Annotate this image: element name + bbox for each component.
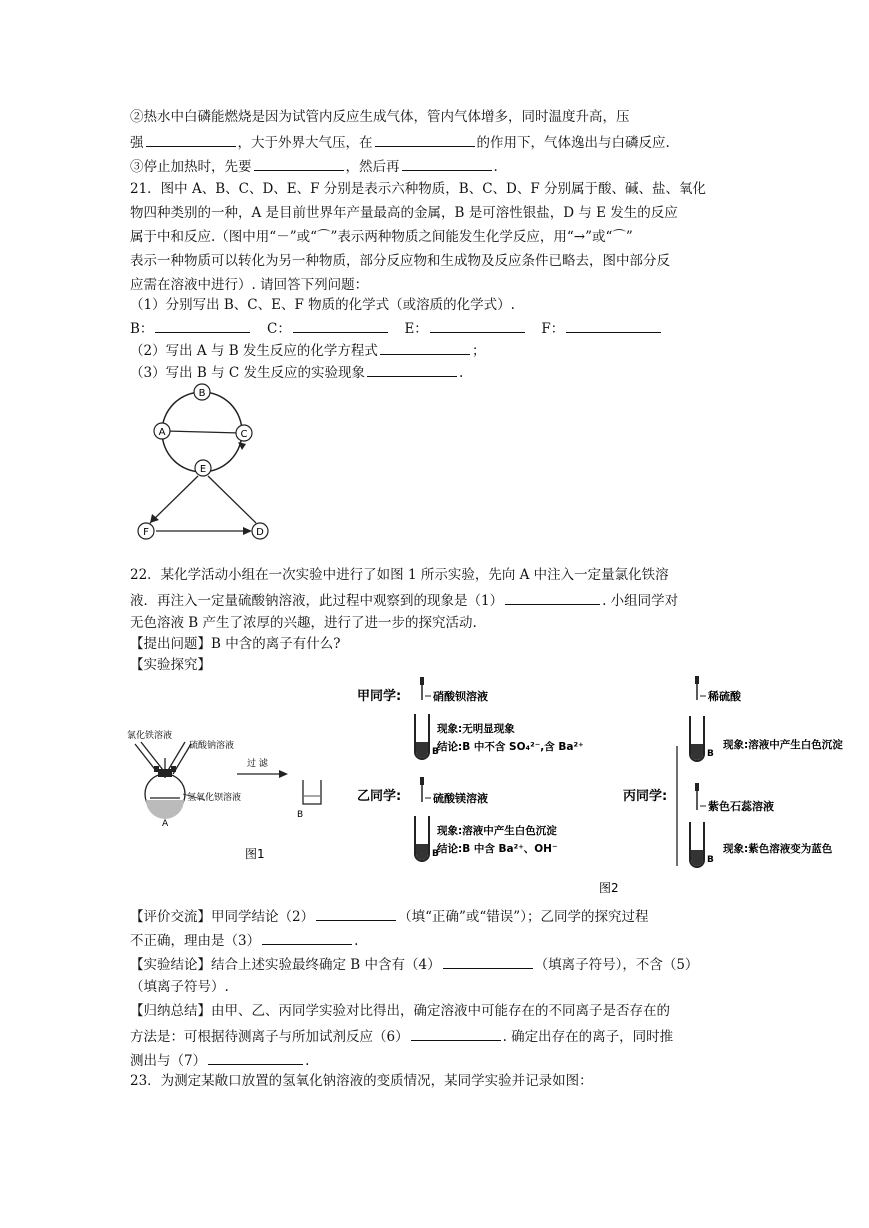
text: 【实验结论】结合上述实验最终确定 B 中含有（4）	[130, 957, 441, 973]
q20-line3	[130, 156, 498, 176]
text: （填离子符号），不含（5）	[534, 957, 699, 973]
e-f-arrow	[150, 476, 198, 523]
answer-blank[interactable]	[411, 1026, 501, 1041]
q22-question: 【提出问题】B 中含的离子有什么?	[130, 636, 341, 652]
node-c	[236, 425, 252, 441]
text: ；	[471, 343, 486, 359]
figure-2-caption: 图2	[599, 881, 619, 895]
text: 不正确，理由是（3）	[130, 933, 261, 949]
node-a	[154, 423, 170, 439]
flask-letter: A	[162, 819, 169, 829]
figure-2-bing	[623, 676, 843, 867]
beaker-letter: B	[297, 810, 304, 820]
q22-line3: 无色溶液 B 产生了浓厚的兴趣，进行了进一步的探究活动.	[130, 615, 477, 631]
q22-eval	[130, 906, 648, 926]
answer-blank[interactable]	[316, 906, 396, 921]
reagent-label: 硝酸钡溶液	[433, 690, 488, 703]
answer-blank[interactable]	[566, 318, 661, 333]
q21-formula-row	[130, 318, 663, 338]
svg-text:B: B	[198, 388, 206, 399]
q20-line2	[130, 132, 670, 152]
text: . 小组同学对	[602, 593, 679, 609]
q22-conclusion	[130, 954, 698, 974]
text: 方法是：可根据待测离子与所加试剂反应（6）	[130, 1029, 409, 1045]
q21-sub1: （1）分别写出 B、C、E、F 物质的化学式（或溶质的化学式）.	[130, 297, 515, 313]
q21-line4: 表示一种物质可以转化为另一种物质，部分反应物和生成物及反应条件已略去，图中部分反	[130, 253, 670, 269]
answer-blank[interactable]	[443, 954, 533, 969]
q22-summary-3	[130, 1050, 309, 1070]
label-c: C：	[267, 321, 291, 337]
flask-label: 氢氧化钡溶液	[187, 793, 242, 803]
label-f: F：	[541, 321, 565, 337]
node-f	[138, 523, 154, 539]
text: 的作用下，气体逸出与白磷反应.	[476, 135, 670, 151]
q21-line5: 应需在溶液中进行）. 请回答下列问题：	[130, 277, 369, 293]
text: .	[354, 933, 359, 949]
observation: 现象:紫色溶液变为蓝色	[723, 843, 833, 855]
student-bing: 丙同学:	[623, 789, 668, 804]
answer-blank[interactable]	[375, 132, 475, 147]
text: 强	[130, 135, 144, 151]
q21-relation-diagram	[128, 378, 288, 548]
answer-blank[interactable]	[146, 132, 236, 147]
node-d	[252, 523, 268, 539]
answer-blank[interactable]	[430, 318, 525, 333]
q22-line1: 22．某化学活动小组在一次实验中进行了如图 1 所示实验，先向 A 中注入一定量氯化铁溶	[130, 567, 669, 583]
figure-1-caption: 图1	[245, 847, 265, 861]
text: 测出与（7）	[130, 1053, 207, 1069]
svg-text:A: A	[158, 427, 166, 438]
e-d-line	[208, 476, 256, 523]
label-e: E：	[404, 321, 428, 337]
node-b	[194, 384, 210, 400]
text: ，然后再	[345, 159, 400, 175]
conclusion: 结论:B 中含 Ba²⁺、OH⁻	[437, 843, 558, 855]
text: ，大于外界大气压，在	[237, 135, 373, 151]
reagent-label: 硫酸镁溶液	[433, 792, 488, 805]
text: （2）写出 A 与 B 发生反应的化学方程式	[130, 343, 378, 359]
student-jia: 甲同学:	[357, 689, 402, 704]
answer-blank[interactable]	[208, 1050, 303, 1065]
svg-text:E: E	[199, 464, 207, 475]
svg-text:D: D	[256, 527, 264, 538]
tube-label: B	[432, 747, 439, 757]
text: （填“正确”或“错误”）；乙同学的探究过程	[398, 909, 649, 925]
answer-blank[interactable]	[380, 340, 470, 355]
observation: 现象:溶液中产生白色沉淀	[437, 825, 557, 837]
q22-conclusion-2: （填离子符号）.	[130, 979, 229, 995]
filter-label: 过 滤	[247, 759, 268, 769]
reagent-label: 紫色石蕊溶液	[708, 800, 774, 813]
figure-1	[127, 729, 321, 861]
observation: 现象:无明显现象	[437, 723, 515, 735]
q21-sub2	[130, 340, 485, 360]
text: 【评价交流】甲同学结论（2）	[130, 909, 315, 925]
q22-figures	[125, 676, 869, 898]
reagent-label: 硫酸钠溶液	[189, 741, 235, 751]
svg-text:C: C	[240, 429, 248, 440]
observation: 现象:溶液中产生白色沉淀	[723, 739, 843, 751]
q22-explore-heading: 【实验探究】	[130, 657, 211, 673]
text: .	[493, 159, 498, 175]
answer-blank[interactable]	[155, 318, 250, 333]
answer-blank[interactable]	[293, 318, 388, 333]
q22-line2	[130, 590, 678, 610]
tube-label: B	[432, 849, 439, 859]
text: ③停止加热时，先要	[130, 159, 252, 175]
figure-2-yi	[357, 777, 558, 861]
q22-eval-reason	[130, 930, 358, 950]
conclusion: 结论:B 中不含 SO₄²⁻,含 Ba²⁺	[437, 741, 584, 753]
reagent-label: 氯化铁溶液	[127, 731, 173, 741]
reagent-label: 稀硫酸	[708, 690, 741, 703]
answer-blank[interactable]	[254, 156, 344, 171]
q21-line1: 21．图中 A、B、C、D、E、F 分别是表示六种物质，B、C、D、F 分别属于酸、碱、盐、氧化	[130, 181, 707, 197]
text: （3）写出 B 与 C 发生反应的实验现象	[130, 365, 366, 381]
text: . 确定出存在的离子，同时推	[502, 1029, 674, 1045]
answer-blank[interactable]	[262, 930, 352, 945]
answer-blank[interactable]	[367, 362, 457, 377]
node-e	[195, 460, 211, 476]
label-b: B：	[130, 321, 154, 337]
q21-line3: 属于中和反应.（图中用“－”或“⌒”表示两种物质之间能发生化学反应，用“→”或“⌒”	[130, 229, 633, 245]
q22-summary-1: 【归纳总结】由甲、乙、丙同学实验对比得出，确定溶液中可能存在的不同离子是否存在的	[130, 1003, 670, 1019]
student-yi: 乙同学:	[357, 789, 402, 804]
q23-line1: 23．为测定某敞口放置的氢氧化钠溶液的变质情况，某同学实验并记录如图：	[130, 1073, 593, 1089]
text: .	[305, 1053, 310, 1069]
q21-line2: 物四种类别的一种，A 是目前世界年产量最高的金属，B 是可溶性银盐，D 与 E 发生的反应	[130, 205, 678, 221]
tube-label: B	[707, 855, 714, 865]
tube-label: B	[707, 749, 714, 759]
answer-blank[interactable]	[505, 590, 600, 605]
text: .	[459, 365, 464, 381]
answer-blank[interactable]	[402, 156, 492, 171]
q20-line1: ②热水中白磷能燃烧是因为试管内反应生成气体，管内气体增多，同时温度升高，压	[130, 109, 630, 125]
a-c-line	[166, 431, 240, 433]
figure-2-jia	[357, 677, 584, 759]
text: 液．再注入一定量硫酸钠溶液，此过程中观察到的现象是（1）	[130, 593, 504, 609]
svg-text:F: F	[143, 527, 149, 538]
q22-summary-2	[130, 1026, 673, 1046]
